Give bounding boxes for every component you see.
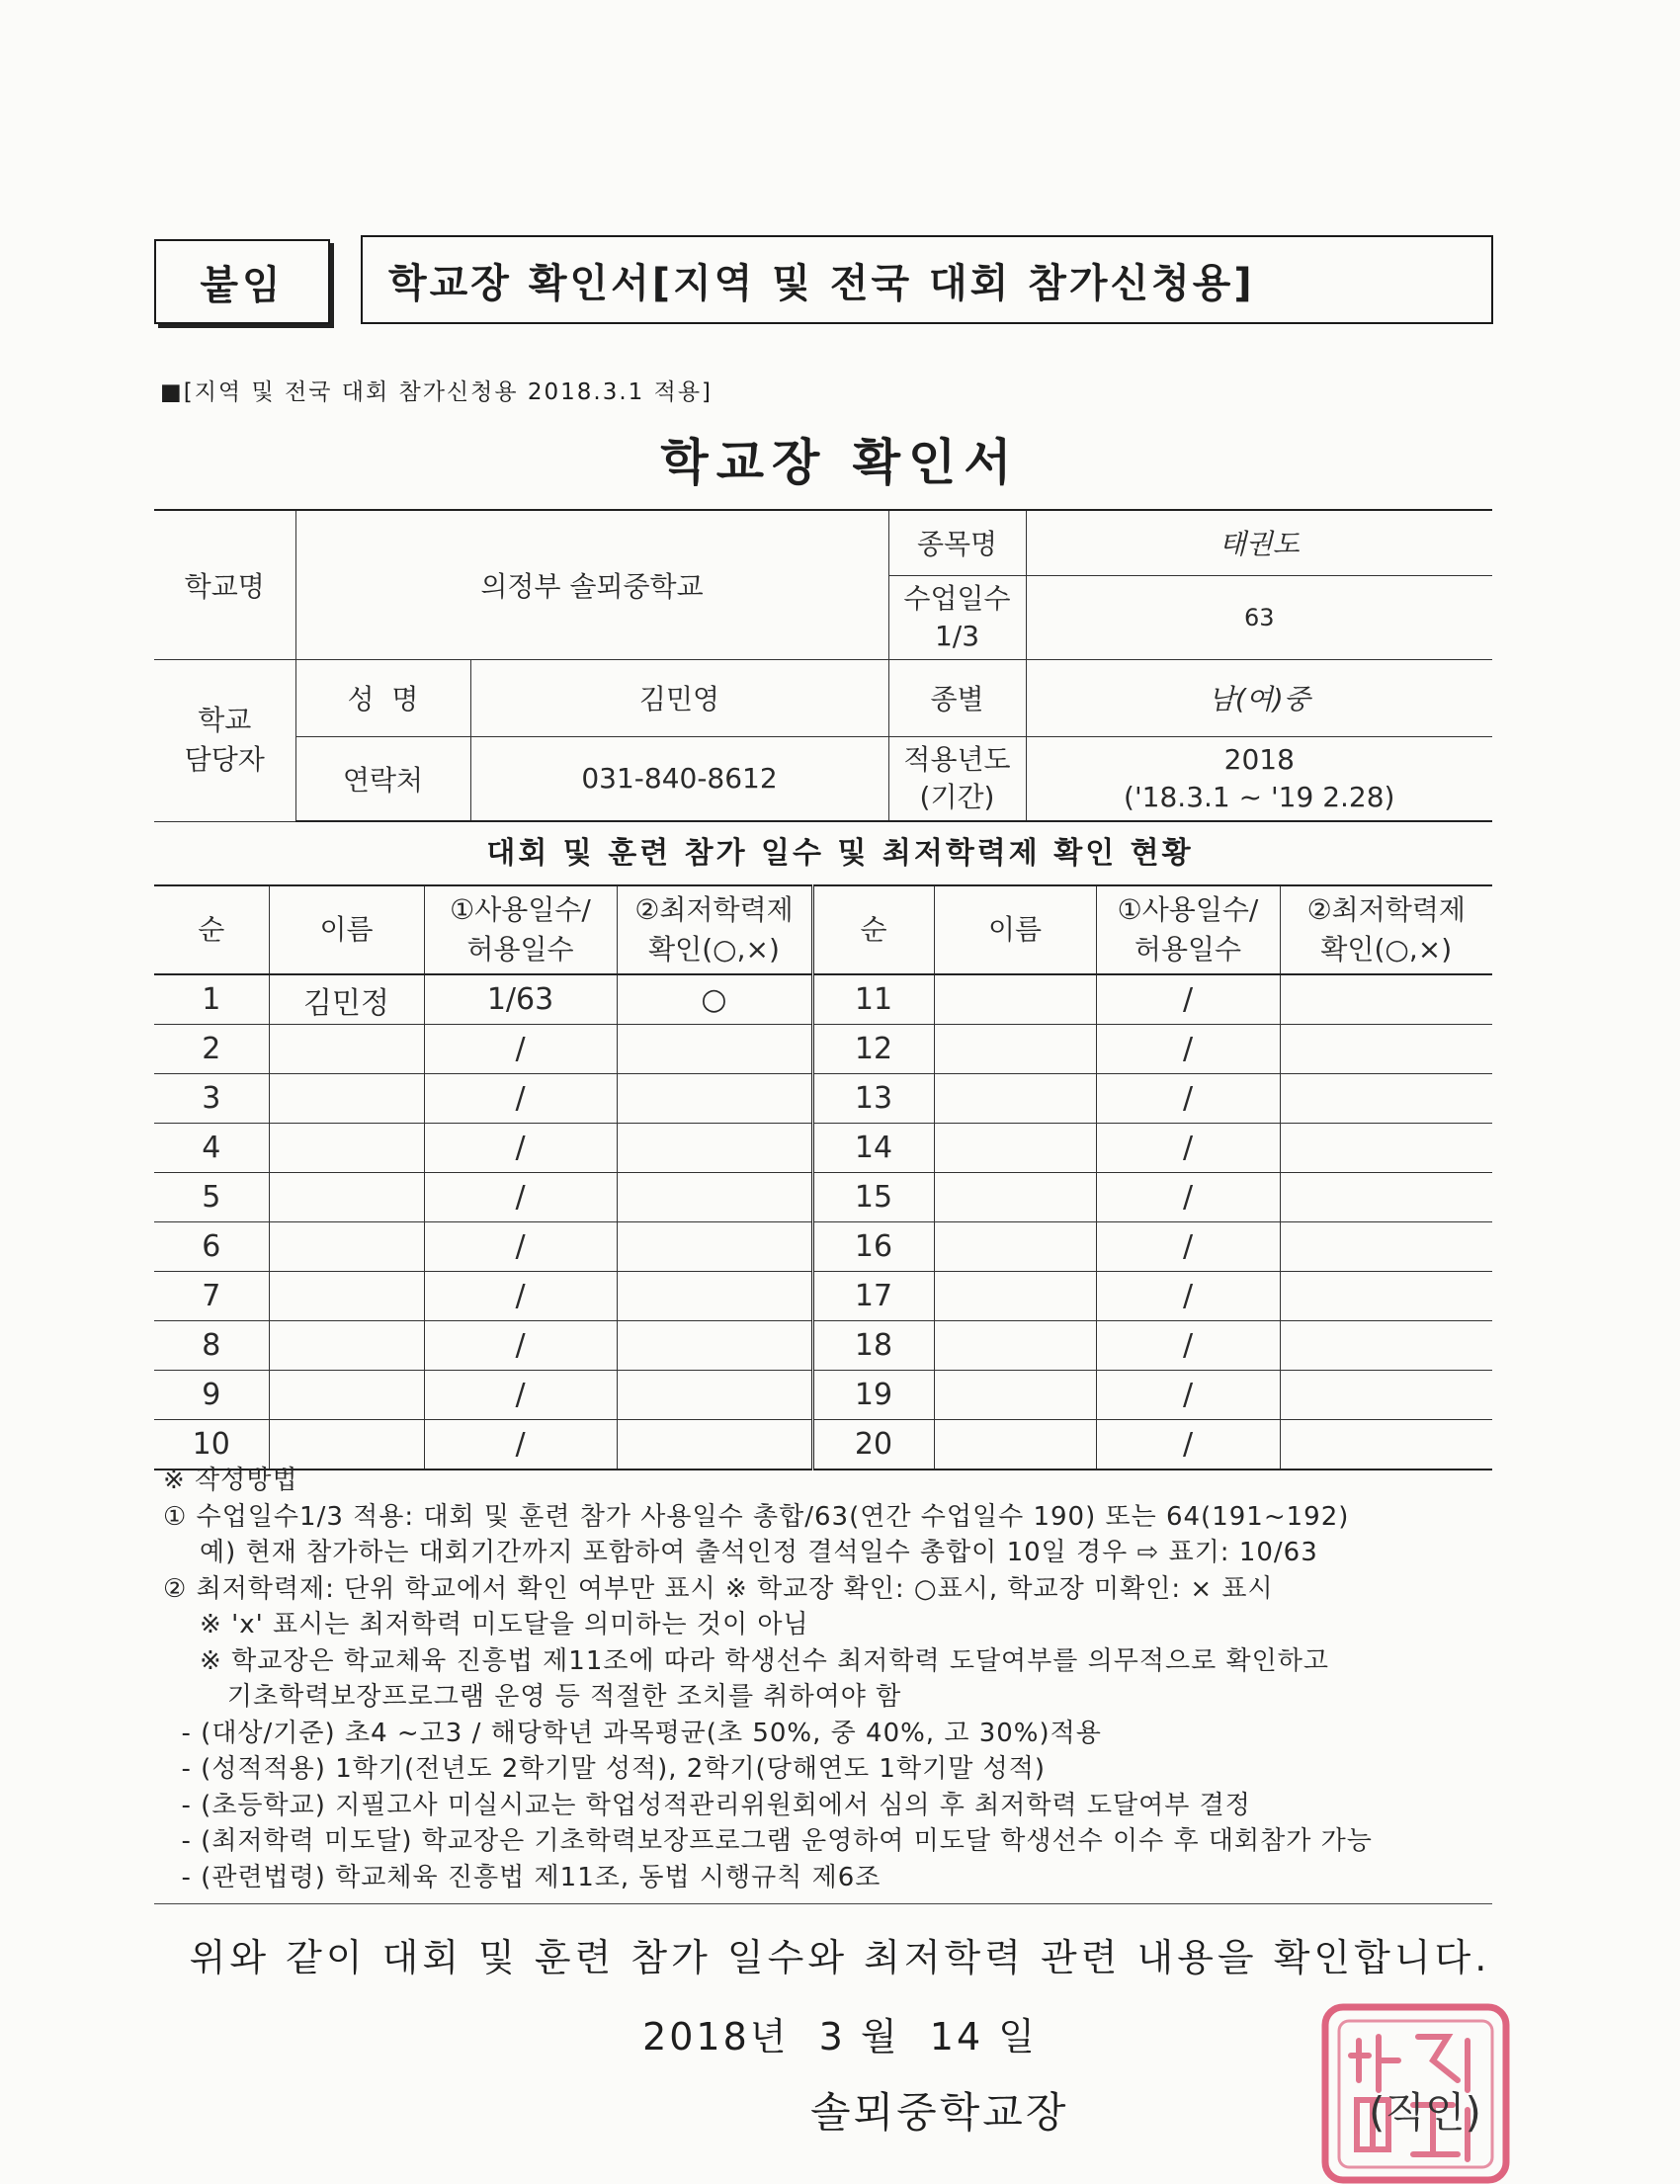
header-days bbox=[424, 885, 617, 974]
cell-days: / bbox=[1096, 1124, 1280, 1173]
staff-label bbox=[154, 659, 295, 821]
cell-days: / bbox=[1096, 1371, 1280, 1420]
cell-check bbox=[1280, 1321, 1492, 1371]
guide-line: - (관련법령) 학교체육 진흥법 제11조, 동법 시행규칙 제6조 bbox=[163, 1862, 882, 1892]
cell-check bbox=[617, 1371, 812, 1420]
cell-no: 16 bbox=[812, 1222, 934, 1272]
header-no-right: 순 bbox=[812, 885, 934, 974]
cell-check bbox=[1280, 1371, 1492, 1420]
cell-name bbox=[269, 1272, 424, 1321]
cell-check bbox=[617, 1124, 812, 1173]
document-date: 2018년 3 월 14 일 bbox=[642, 2015, 1038, 2058]
cell-no: 2 bbox=[154, 1025, 269, 1074]
cell-name bbox=[269, 1371, 424, 1420]
guide-line: ① 수업일수1/3 적용: 대회 및 훈련 참가 사용일수 총합/63(연간 수업일수 190) 또는 64(191~192) bbox=[163, 1501, 1350, 1532]
cell-days: / bbox=[1096, 1025, 1280, 1074]
cell-days: / bbox=[424, 1321, 617, 1371]
cell-days: 1/63 bbox=[424, 974, 617, 1025]
cell-name bbox=[934, 1074, 1096, 1124]
year-value-year: 2018 bbox=[1223, 742, 1295, 776]
year-label-line2: (기간) bbox=[919, 780, 995, 813]
guide-line: 예) 현재 참가하는 대회기간까지 포함하여 출석인정 결석일수 총합이 10일 경우 ⇨ 표기: 10/63 bbox=[163, 1538, 1318, 1567]
roster-header-row bbox=[154, 885, 1492, 974]
cell-name bbox=[934, 1371, 1096, 1420]
header-days-right-line2: 허용일수 bbox=[1134, 933, 1242, 966]
header-days-line1: ①사용일수/ bbox=[450, 893, 591, 926]
header-days-right bbox=[1096, 885, 1280, 974]
cell-no: 3 bbox=[154, 1074, 269, 1124]
cell-days: / bbox=[424, 1173, 617, 1222]
header-days-line2: 허용일수 bbox=[466, 933, 574, 966]
year-value-period: ('18.3.1 ~ '19 2.28) bbox=[1124, 780, 1395, 813]
table-row bbox=[154, 1222, 1492, 1272]
cell-days: / bbox=[424, 1074, 617, 1124]
days-label-line2: 1/3 bbox=[934, 619, 980, 652]
name-value: 김민영 bbox=[470, 659, 888, 736]
table-row bbox=[154, 1074, 1492, 1124]
guide-line: ② 최저학력제: 단위 학교에서 확인 여부만 표시 ※ 학교장 확인: ○표시, 학교장 미확인: × 표시 bbox=[163, 1573, 1274, 1604]
cell-days: / bbox=[424, 1272, 617, 1321]
table-row bbox=[154, 974, 1492, 1025]
cell-no: 6 bbox=[154, 1222, 269, 1272]
year-value bbox=[1026, 736, 1492, 821]
header-min-right-line1: ②최저학력제 bbox=[1306, 893, 1466, 926]
cell-check bbox=[1280, 974, 1492, 1025]
principal-title: 솔뫼중학교장 bbox=[810, 2088, 1069, 2137]
cell-name bbox=[269, 1222, 424, 1272]
cell-no: 11 bbox=[812, 974, 934, 1025]
cell-name bbox=[934, 1222, 1096, 1272]
cell-no: 9 bbox=[154, 1371, 269, 1420]
cell-no: 12 bbox=[812, 1025, 934, 1074]
cell-days: / bbox=[424, 1420, 617, 1470]
cell-check bbox=[617, 1272, 812, 1321]
cell-days: / bbox=[424, 1371, 617, 1420]
name-label: 성 명 bbox=[295, 659, 470, 736]
cell-no: 4 bbox=[154, 1124, 269, 1173]
cell-days: / bbox=[1096, 1321, 1280, 1371]
guide-line: ※ 작성방법 bbox=[163, 1466, 298, 1495]
cell-check bbox=[1280, 1124, 1492, 1173]
sport-label: 종목명 bbox=[888, 510, 1026, 575]
header-name-right: 이름 bbox=[934, 885, 1096, 974]
cell-days: / bbox=[1096, 1222, 1280, 1272]
cell-name bbox=[269, 1025, 424, 1074]
guide-line: - (성적적용) 1학기(전년도 2학기말 성적), 2학기(당해연도 1학기말 성적) bbox=[163, 1754, 1046, 1784]
sport-value: 태권도 bbox=[1026, 510, 1492, 575]
guide-line: 기초학력보장프로그램 운영 등 적절한 조치를 취하여야 함 bbox=[163, 1682, 902, 1712]
table-row bbox=[154, 1124, 1492, 1173]
contact-label: 연락처 bbox=[295, 736, 470, 821]
attachment-label: 붙임 bbox=[154, 239, 330, 324]
cell-no: 10 bbox=[154, 1420, 269, 1470]
cell-no: 20 bbox=[812, 1420, 934, 1470]
header-min-right bbox=[1280, 885, 1492, 974]
cell-name bbox=[934, 1321, 1096, 1371]
type-value: 남(여)중 bbox=[1026, 659, 1492, 736]
contact-value: 031-840-8612 bbox=[470, 736, 888, 821]
cell-check bbox=[1280, 1074, 1492, 1124]
days-value: 63 bbox=[1026, 575, 1492, 659]
divider-line bbox=[154, 1903, 1492, 1904]
guide-line: ※ 'x' 표시는 최저학력 미도달을 의미하는 것이 아님 bbox=[163, 1610, 809, 1639]
cell-no: 18 bbox=[812, 1321, 934, 1371]
cell-days: / bbox=[1096, 974, 1280, 1025]
cell-check: ○ bbox=[617, 974, 812, 1025]
days-label bbox=[888, 575, 1026, 659]
cell-days: / bbox=[424, 1025, 617, 1074]
table-row bbox=[154, 1173, 1492, 1222]
cell-no: 15 bbox=[812, 1173, 934, 1222]
school-value: 의정부 솔뫼중학교 bbox=[295, 510, 888, 659]
table-row bbox=[154, 1371, 1492, 1420]
guide-line: - (초등학교) 지필고사 미실시교는 학업성적관리위원회에서 심의 후 최저학력 도달여부 결정 bbox=[163, 1790, 1251, 1820]
cell-no: 17 bbox=[812, 1272, 934, 1321]
cell-name bbox=[269, 1124, 424, 1173]
cell-check bbox=[1280, 1272, 1492, 1321]
cell-name bbox=[269, 1321, 424, 1371]
cell-name bbox=[269, 1074, 424, 1124]
cell-name bbox=[934, 1173, 1096, 1222]
document-title: 학교장 확인서 bbox=[660, 434, 1020, 491]
cell-no: 7 bbox=[154, 1272, 269, 1321]
guide-line: - (최저학력 미도달) 학교장은 기초학력보장프로그램 운영하여 미도달 학생선수 이수 후 대회참가 가능 bbox=[163, 1826, 1373, 1856]
school-label: 학교명 bbox=[154, 510, 295, 659]
cell-days: / bbox=[1096, 1173, 1280, 1222]
table-row bbox=[154, 1025, 1492, 1074]
header-name: 이름 bbox=[269, 885, 424, 974]
cell-name bbox=[269, 1173, 424, 1222]
cell-no: 13 bbox=[812, 1074, 934, 1124]
header-min-right-line2: 확인(○,×) bbox=[1320, 933, 1453, 966]
cell-no: 1 bbox=[154, 974, 269, 1025]
cell-check bbox=[617, 1025, 812, 1074]
header-no: 순 bbox=[154, 885, 269, 974]
cell-days: / bbox=[1096, 1074, 1280, 1124]
cell-check bbox=[617, 1321, 812, 1371]
header-min bbox=[617, 885, 812, 974]
section-title: 대회 및 훈련 참가 일수 및 최저학력제 확인 현황 bbox=[486, 836, 1194, 871]
cell-check bbox=[1280, 1173, 1492, 1222]
header-title: 학교장 확인서[지역 및 전국 대회 참가신청용] bbox=[361, 235, 1493, 324]
cell-no: 14 bbox=[812, 1124, 934, 1173]
cell-check bbox=[617, 1173, 812, 1222]
cell-name bbox=[934, 974, 1096, 1025]
table-row bbox=[154, 1321, 1492, 1371]
days-label-line1: 수업일수 bbox=[903, 581, 1011, 615]
cell-days: / bbox=[424, 1222, 617, 1272]
table-row bbox=[154, 1272, 1492, 1321]
cell-no: 5 bbox=[154, 1173, 269, 1222]
cell-no: 8 bbox=[154, 1321, 269, 1371]
cell-check bbox=[617, 1074, 812, 1124]
cell-name bbox=[934, 1124, 1096, 1173]
info-table bbox=[154, 509, 1492, 822]
header-min-line1: ②최저학력제 bbox=[634, 893, 794, 926]
cell-days: / bbox=[424, 1124, 617, 1173]
cell-days: / bbox=[1096, 1420, 1280, 1470]
cell-no: 19 bbox=[812, 1371, 934, 1420]
cell-check bbox=[1280, 1025, 1492, 1074]
header-min-line2: 확인(○,×) bbox=[648, 933, 780, 966]
cell-check bbox=[617, 1222, 812, 1272]
type-label: 종별 bbox=[888, 659, 1026, 736]
cell-name: 김민정 bbox=[269, 974, 424, 1025]
cell-name bbox=[934, 1272, 1096, 1321]
header-days-right-line1: ①사용일수/ bbox=[1117, 893, 1259, 926]
cell-check bbox=[1280, 1222, 1492, 1272]
cell-days: / bbox=[1096, 1272, 1280, 1321]
writing-guide bbox=[163, 1463, 1507, 1895]
year-label bbox=[888, 736, 1026, 821]
year-label-line1: 적용년도 bbox=[903, 742, 1011, 776]
seal-label: (직인) bbox=[1369, 2088, 1481, 2137]
cell-name bbox=[934, 1025, 1096, 1074]
roster-table bbox=[154, 884, 1492, 1470]
guide-line: ※ 학교장은 학교체육 진흥법 제11조에 따라 학생선수 최저학력 도달여부를 의무적으로 확인하고 bbox=[163, 1645, 1329, 1676]
notice-line: ■[지역 및 전국 대회 참가신청용 2018.3.1 적용] bbox=[160, 379, 714, 405]
staff-label-line2: 담당자 bbox=[184, 743, 265, 776]
guide-line: - (대상/기준) 초4 ~고3 / 해당학년 과목평균(초 50%, 중 40%, 고 30%)적용 bbox=[163, 1718, 1102, 1748]
confirmation-statement: 위와 같이 대회 및 훈련 참가 일수와 최저학력 관련 내용을 확인합니다. bbox=[189, 1936, 1491, 1979]
staff-label-line1: 학교 bbox=[198, 704, 252, 736]
